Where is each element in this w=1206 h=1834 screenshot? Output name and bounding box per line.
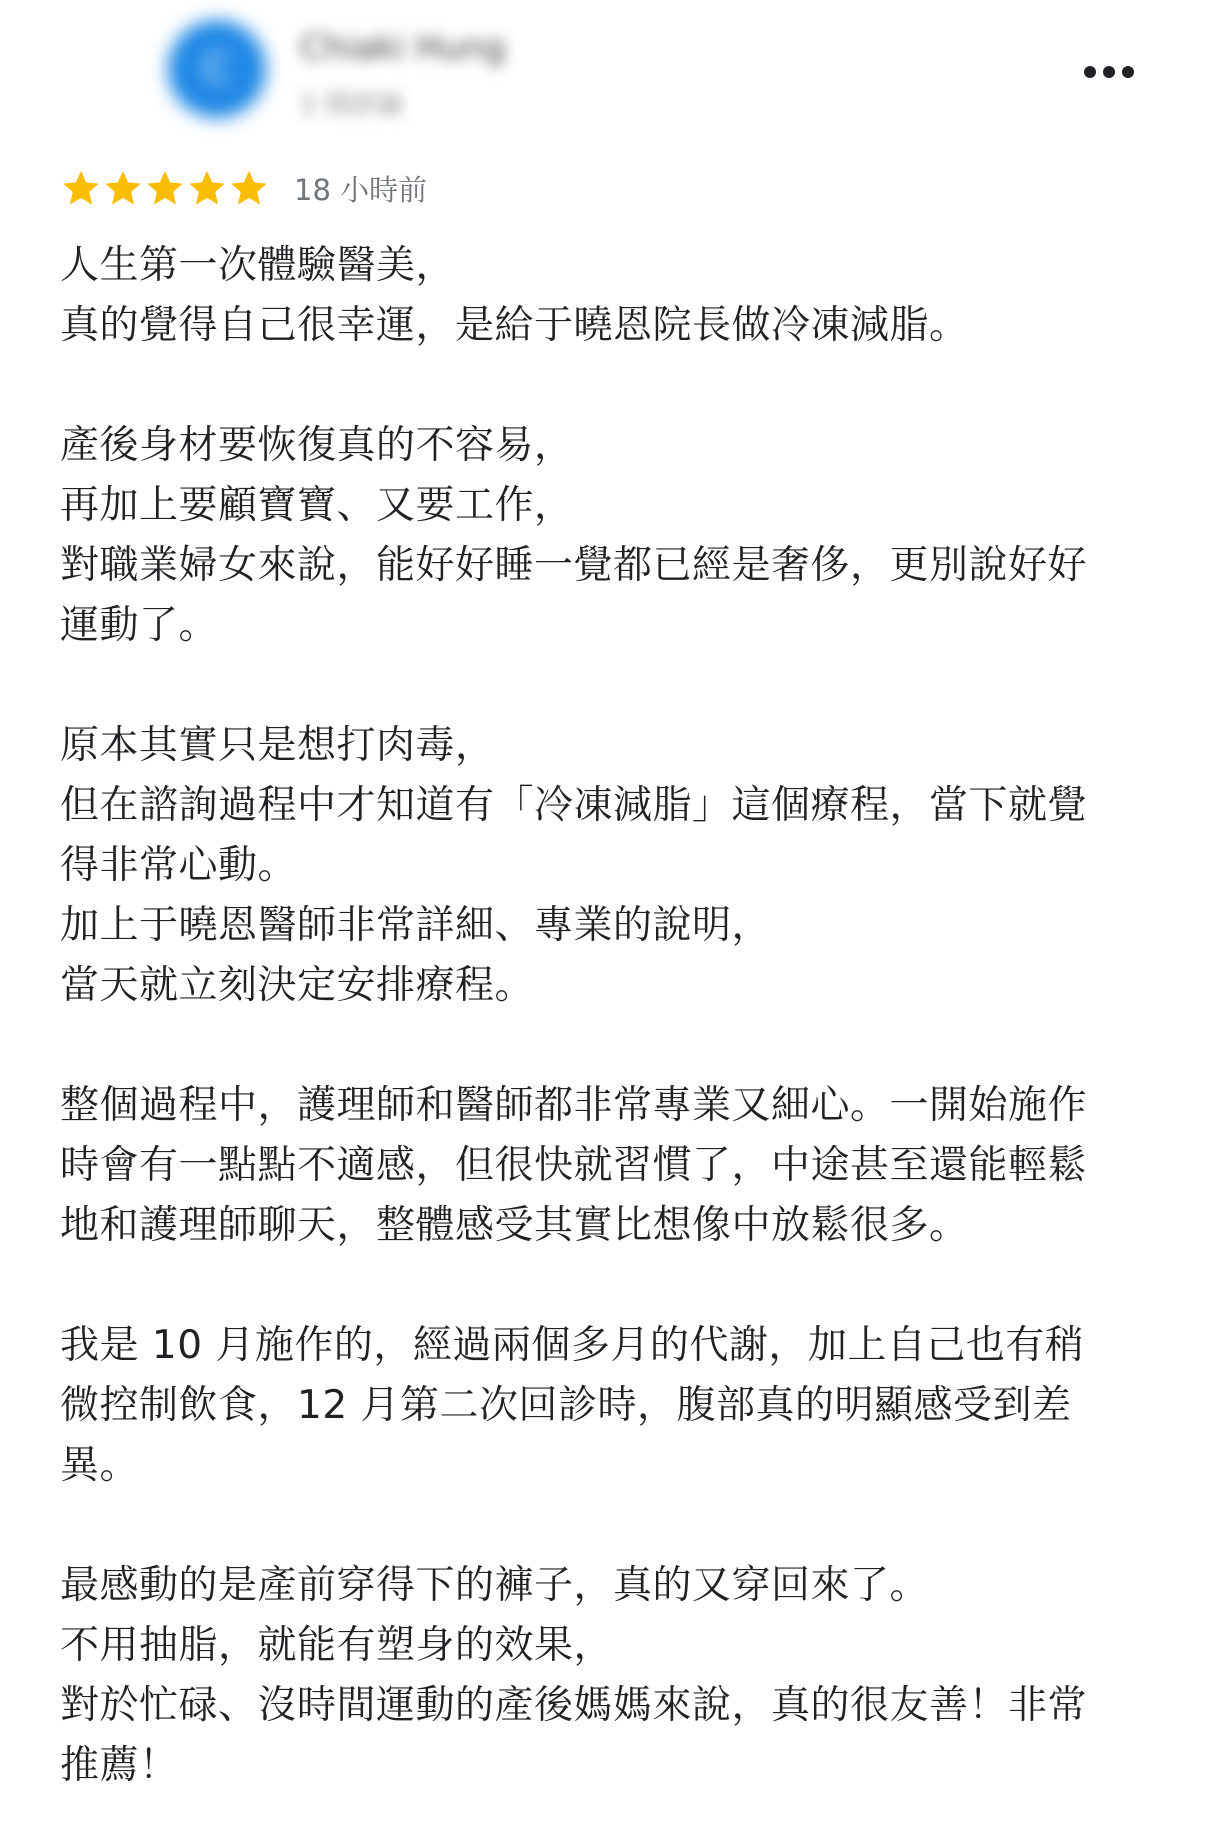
avatar-initial: C <box>203 46 231 92</box>
more-options-button[interactable] <box>1080 50 1138 94</box>
review-line: 對於忙碌、沒時間運動的產後媽媽來說，真的很友善！非常 <box>60 1683 1088 1728</box>
more-horizontal-icon <box>1084 66 1096 78</box>
review-line: 最感動的是產前穿得下的褲子，真的又穿回來了。 <box>60 1563 930 1608</box>
star-rating <box>60 167 270 209</box>
review-paragraph <box>60 716 1160 1016</box>
review-line: 微控制飲食，12 月第二次回診時，腹部真的明顯感受到差 <box>60 1383 1072 1428</box>
more-horizontal-icon-dot <box>1122 66 1134 78</box>
star-icon <box>228 167 270 209</box>
review-line: 時會有一點點不適感，但很快就習慣了，中途甚至還能輕鬆 <box>60 1143 1088 1188</box>
rating-row <box>60 164 427 212</box>
reviewer-meta: 1 則評論 <box>300 90 403 120</box>
reviewer-name[interactable]: Chiaki Hung <box>300 28 506 68</box>
star-icon <box>186 167 228 209</box>
more-horizontal-icon-dot <box>1103 66 1115 78</box>
review-line: 人生第一次體驗醫美， <box>60 243 456 288</box>
review-line: 地和護理師聊天，整體感受其實比想像中放鬆很多。 <box>60 1203 969 1248</box>
review-paragraph <box>60 1076 1160 1256</box>
review-line: 原本其實只是想打肉毒， <box>60 723 495 768</box>
review-line: 異。 <box>60 1443 140 1488</box>
review-line: 再加上要顧寶寶、又要工作， <box>60 483 574 528</box>
review-line: 加上于曉恩醫師非常詳細、專業的說明， <box>60 903 772 948</box>
review-line: 對職業婦女來說，能好好睡一覺都已經是奢侈，更別說好好 <box>60 543 1088 588</box>
review-paragraph <box>60 1556 1160 1796</box>
review-line: 不用抽脂，就能有塑身的效果， <box>60 1623 614 1668</box>
review-paragraph <box>60 1316 1160 1496</box>
star-icon <box>144 167 186 209</box>
avatar[interactable] <box>168 20 266 118</box>
review-time: 18 小時前 <box>294 172 428 207</box>
review-line: 整個過程中，護理師和醫師都非常專業又細心。一開始施作 <box>60 1083 1088 1128</box>
star-icon <box>102 167 144 209</box>
review-line: 運動了。 <box>60 603 219 648</box>
review-text <box>60 236 1160 1796</box>
review-line: 當天就立刻決定安排療程。 <box>60 963 535 1008</box>
review-line: 我是 10 月施作的，經過兩個多月的代謝，加上自己也有稍 <box>60 1323 1085 1368</box>
review-line: 推薦！ <box>60 1743 179 1788</box>
review-line: 真的覺得自己很幸運，是給于曉恩院長做冷凍減脂。 <box>60 303 969 348</box>
review-paragraph <box>60 416 1160 656</box>
review-line: 產後身材要恢復真的不容易， <box>60 423 574 468</box>
review-line: 但在諮詢過程中才知道有「冷凍減脂」這個療程，當下就覺 <box>60 783 1088 828</box>
review-line: 得非常心動。 <box>60 843 298 888</box>
review-paragraph <box>60 236 1160 356</box>
star-icon <box>60 167 102 209</box>
review-header <box>0 0 1206 150</box>
